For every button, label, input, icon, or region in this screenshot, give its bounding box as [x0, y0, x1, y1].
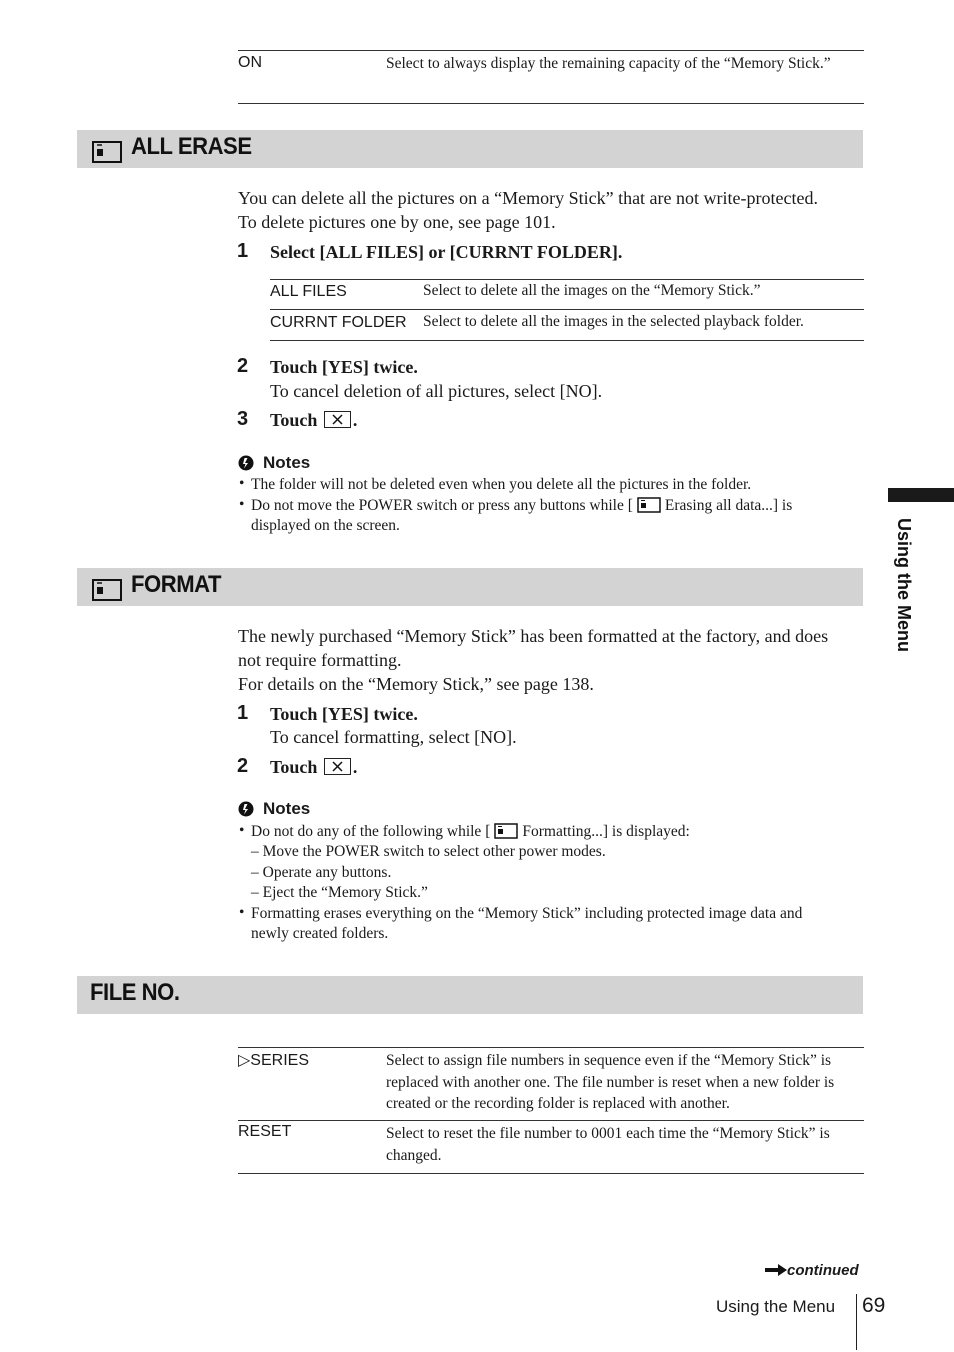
- memory-stick-icon: [92, 579, 122, 601]
- page-number: 69: [862, 1294, 886, 1317]
- note-text-part: Do not move the POWER switch or press any buttons while [: [251, 497, 633, 514]
- step-text: [270, 757, 357, 778]
- top-table-rule: [238, 50, 864, 51]
- intro-text: not require formatting.: [238, 650, 402, 670]
- option-term: ▷SERIES: [238, 1052, 309, 1069]
- section-title: FORMAT: [131, 571, 222, 598]
- note-text: The folder will not be deleted even when you delete all the pictures in the folder.: [251, 476, 752, 493]
- note-text: displayed on the screen.: [251, 517, 400, 534]
- section-title: FILE NO.: [90, 979, 180, 1006]
- side-tab-label: Using the Menu: [894, 518, 914, 652]
- section-header-file-no: [77, 976, 863, 1014]
- note-text-part: Formatting...] is displayed:: [522, 823, 690, 840]
- step-number: 2: [237, 755, 249, 777]
- note-text: newly created folders.: [251, 925, 389, 942]
- note-text-part: Erasing all data...] is: [664, 497, 793, 514]
- option-desc: Select to delete all the images on the “Memory Stick.”: [423, 282, 761, 299]
- side-tab-marker: [888, 488, 954, 502]
- memory-stick-icon: [637, 497, 661, 513]
- table-term: ON: [238, 54, 262, 71]
- close-button-icon: [324, 758, 351, 775]
- step-text: Touch [YES] twice.: [270, 357, 418, 377]
- option-term: CURRNT FOLDER: [270, 314, 407, 331]
- note-subitem: – Eject the “Memory Stick.”: [251, 884, 428, 901]
- step-text-label: Touch: [270, 757, 318, 777]
- step-number: 3: [237, 408, 249, 430]
- intro-text: The newly purchased “Memory Stick” has been formatted at the factory, and does: [238, 626, 829, 646]
- step-text: Select [ALL FILES] or [CURRNT FOLDER].: [270, 242, 623, 262]
- section-title: ALL ERASE: [131, 133, 252, 160]
- continued-text: continued: [787, 1262, 859, 1279]
- notes-icon: [238, 455, 254, 471]
- options-rule: [270, 340, 864, 341]
- top-table-rule-bottom: [238, 103, 864, 104]
- options-rule: [238, 1173, 864, 1174]
- note-text: [251, 496, 792, 517]
- step-subtext: To cancel formatting, select [NO].: [270, 727, 517, 747]
- step-text: Touch [YES] twice.: [270, 704, 418, 724]
- note-text-part: Do not do any of the following while [: [251, 823, 491, 840]
- notes-icon: [238, 801, 254, 817]
- arrow-right-icon: [765, 1264, 787, 1276]
- option-desc: Select to delete all the images in the selected playback folder.: [423, 313, 804, 330]
- note-subitem: – Move the POWER switch to select other power modes.: [251, 843, 606, 860]
- note-text: [251, 822, 690, 843]
- step-subtext: To cancel deletion of all pictures, select [NO].: [270, 381, 603, 401]
- intro-text: To delete pictures one by one, see page 101.: [238, 212, 556, 232]
- note-text: Formatting erases everything on the “Memory Stick” including protected image data and: [251, 905, 803, 922]
- intro-text: You can delete all the pictures on a “Memory Stick” that are not write-protected.: [238, 188, 818, 208]
- options-rule: [270, 309, 864, 310]
- section-header-all-erase: [77, 130, 863, 168]
- step-number: 2: [237, 355, 249, 377]
- option-desc: Select to assign file numbers in sequence even if the “Memory Stick” is replaced with another one. The file number is reset when a new folder is created or the recording folder is replaced with another.: [386, 1052, 835, 1112]
- notes-title: Notes: [263, 453, 311, 472]
- options-rule: [238, 1047, 864, 1048]
- option-term: RESET: [238, 1123, 292, 1140]
- step-text-end: .: [352, 757, 358, 777]
- intro-text: For details on the “Memory Stick,” see page 138.: [238, 674, 594, 694]
- option-term: ALL FILES: [270, 283, 347, 300]
- section-header-format: [77, 568, 863, 606]
- bullet: •: [239, 475, 245, 492]
- options-rule: [270, 279, 864, 280]
- option-desc: Select to reset the file number to 0001 each time the “Memory Stick” is changed.: [386, 1125, 830, 1164]
- continued-marker: [765, 1262, 859, 1279]
- step-number: 1: [237, 240, 249, 262]
- note-subitem: – Operate any buttons.: [251, 864, 392, 881]
- options-rule: [238, 1120, 864, 1121]
- step-text: [270, 410, 357, 431]
- bullet: •: [239, 822, 245, 839]
- step-number: 1: [237, 702, 249, 724]
- footer-section: Using the Menu: [716, 1297, 836, 1316]
- step-text-end: .: [352, 410, 358, 430]
- memory-stick-icon: [494, 823, 518, 839]
- notes-title: Notes: [263, 799, 311, 818]
- memory-stick-icon: [92, 141, 122, 163]
- table-desc: Select to always display the remaining capacity of the “Memory Stick.”: [386, 55, 831, 72]
- bullet: •: [239, 496, 245, 513]
- close-button-icon: [324, 411, 351, 428]
- step-text-label: Touch: [270, 410, 318, 430]
- footer-divider: [856, 1294, 857, 1350]
- bullet: •: [239, 904, 245, 921]
